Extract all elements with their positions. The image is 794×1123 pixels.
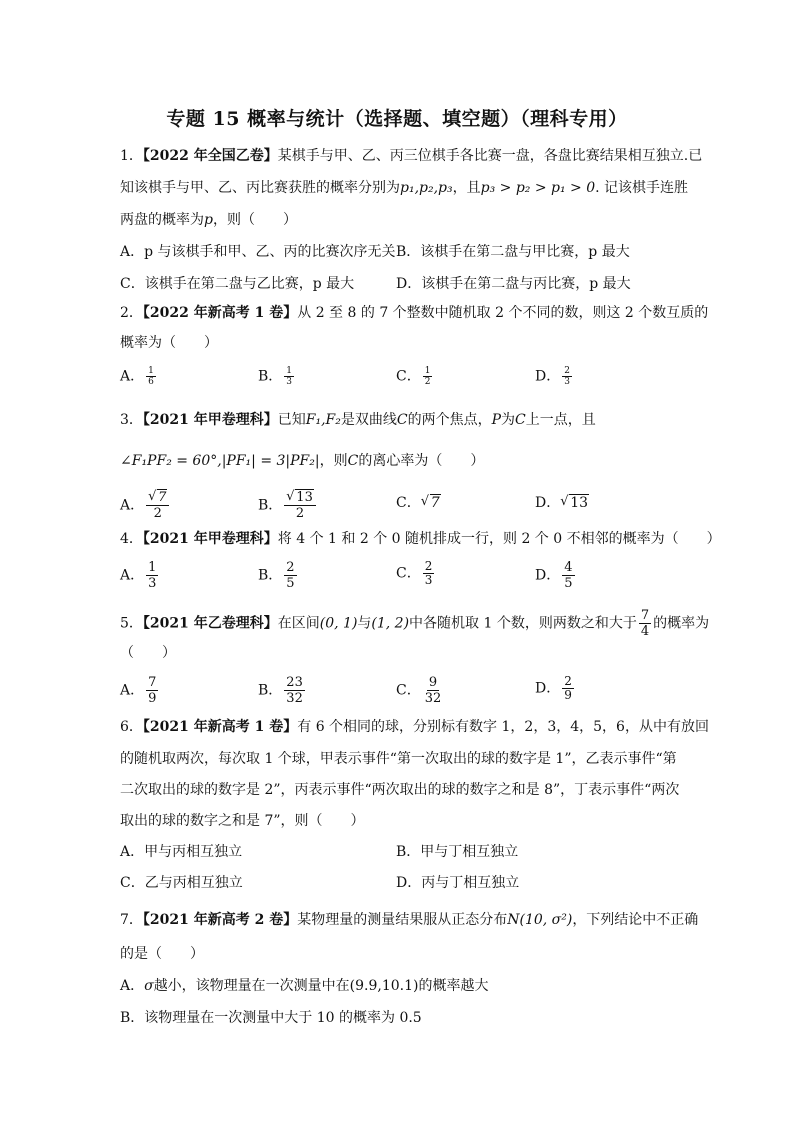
q3-line1: 3．【2021 年甲卷理科】已知F₁,F₂是双曲线C的两个焦点，P为C上一点，且 bbox=[120, 412, 596, 428]
q7-line1: 7．【2021 年新高考 2 卷】某物理量的测量结果服从正态分布N(10, σ²)，下列结论中不正确 bbox=[120, 912, 699, 928]
q6-number: 6． bbox=[120, 719, 143, 735]
q3-option-a: A． √ $\frac{7}{2}$ bbox=[120, 490, 171, 521]
q3-option-b: B． √ $\frac{13}{2}$ bbox=[258, 490, 318, 521]
q4-option-c: C． $\frac{2}{3}$ bbox=[396, 559, 433, 587]
q2-option-b: B． $\frac{1}{3}$ bbox=[258, 366, 293, 387]
q5-option-c: C． $\frac{9}{32}$ bbox=[396, 675, 442, 706]
q7-number: 7． bbox=[120, 912, 143, 928]
q4-option-b: B． $\frac{2}{5}$ bbox=[258, 560, 295, 591]
q5-option-b: B． $\frac{23}{32}$ bbox=[258, 675, 303, 706]
q3-option-d: D．√ 13 bbox=[535, 494, 589, 512]
q6-line2: 的随机取两次，每次取 1 个球，甲表示事件“第一次取出的球的数字是 1”，乙表示事件“第 bbox=[120, 751, 677, 767]
q2-number: 2． bbox=[120, 305, 143, 321]
q6-option-a: A．甲与丙相互独立 bbox=[120, 844, 243, 860]
q6-option-c: C．乙与丙相互独立 bbox=[120, 875, 243, 891]
q2-source: 【2022 年新高考 1 卷】 bbox=[142, 305, 298, 321]
q1-option-b: B．该棋手在第二盘与甲比赛，p 最大 bbox=[396, 244, 630, 260]
q6-option-b: B．甲与丁相互独立 bbox=[396, 844, 519, 860]
q5-number: 5． bbox=[120, 615, 143, 632]
q6-line4: 取出的球的数字之和是 7”，则（ ） bbox=[120, 813, 365, 829]
q1-number: 1． bbox=[120, 148, 143, 164]
q3-line2: ∠F₁PF₂ = 60°,|PF₁| = 3|PF₂|，则C的离心率为（ ） bbox=[120, 453, 485, 469]
q4-source: 【2021 年甲卷理科】 bbox=[142, 531, 278, 547]
q5-option-d: D． $\frac{2}{9}$ bbox=[535, 674, 572, 702]
q5-line1: 5．【2021 年乙卷理科】在区间(0, 1)与(1, 2)中各随机取 1 个数，则两数之和大于 $\frac{7}{4}$ 的概率为 bbox=[120, 608, 710, 639]
q5-line2: （ ） bbox=[120, 645, 176, 661]
q3-number: 3． bbox=[120, 412, 143, 428]
q1-option-c: C．该棋手在第二盘与乙比赛，p 最大 bbox=[120, 276, 355, 292]
q6-line1: 6．【2021 年新高考 1 卷】有 6 个相同的球，分别标有数字 1，2，3，4，5，6，从中有放回 bbox=[120, 719, 709, 735]
q6-source: 【2021 年新高考 1 卷】 bbox=[142, 719, 298, 735]
q5-source: 【2021 年乙卷理科】 bbox=[142, 615, 278, 632]
q7-source: 【2021 年新高考 2 卷】 bbox=[142, 912, 298, 928]
q1-source: 【2022 年全国乙卷】 bbox=[142, 148, 278, 164]
q1-line2: 知该棋手与甲、乙、丙比赛获胜的概率分别为p₁,p₂,p₃，且p₃ > p₂ > p₁ > 0. 记该棋手连胜 bbox=[120, 180, 689, 196]
q3-option-c: C．√ 7 bbox=[396, 494, 441, 512]
q2-line1: 2．【2022 年新高考 1 卷】从 2 至 8 的 7 个整数中随机取 2 个不同的数，则这 2 个数互质的 bbox=[120, 305, 709, 321]
q1-option-d: D．该棋手在第二盘与丙比赛，p 最大 bbox=[396, 276, 631, 292]
q7-option-b: B．该物理量在一次测量中大于 10 的概率为 0.5 bbox=[120, 1010, 422, 1026]
q1-option-a: A．p 与该棋手和甲、乙、丙的比赛次序无关 bbox=[120, 244, 396, 260]
q5-option-a: A． $\frac{7}{9}$ bbox=[120, 675, 157, 706]
q1-line3: 两盘的概率为p，则（ ） bbox=[120, 212, 297, 228]
q2-option-c: C． $\frac{1}{2}$ bbox=[396, 366, 431, 387]
page-title: 专题 15 概率与统计（选择题、填空题）（理科专用） bbox=[166, 108, 628, 130]
q2-option-a: A． $\frac{1}{6}$ bbox=[120, 366, 154, 387]
q6-line3: 二次取出的球的数字是 2”，丙表示事件“两次取出的球的数字之和是 8”，丁表示事件“两次 bbox=[120, 782, 680, 798]
q1-line1: 1．【2022 年全国乙卷】某棋手与甲、乙、丙三位棋手各比赛一盘，各盘比赛结果相互独立.已 bbox=[120, 148, 703, 164]
q2-option-d: D． $\frac{2}{3}$ bbox=[535, 366, 570, 387]
q7-line2: 的是（ ） bbox=[120, 946, 204, 962]
q4-number: 4． bbox=[120, 531, 143, 547]
q4-option-d: D． $\frac{4}{5}$ bbox=[535, 560, 573, 591]
q2-line2: 概率为（ ） bbox=[120, 335, 218, 351]
q7-option-a: A．σ越小，该物理量在一次测量中在(9.9,10.1)的概率越大 bbox=[120, 978, 489, 994]
q4-option-a: A． $\frac{1}{3}$ bbox=[120, 560, 157, 591]
q4-line1: 4．【2021 年甲卷理科】将 4 个 1 和 2 个 0 随机排成一行，则 2 个 0 不相邻的概率为（ ） bbox=[120, 531, 721, 547]
q6-option-d: D．丙与丁相互独立 bbox=[396, 875, 520, 891]
q3-source: 【2021 年甲卷理科】 bbox=[142, 412, 278, 428]
